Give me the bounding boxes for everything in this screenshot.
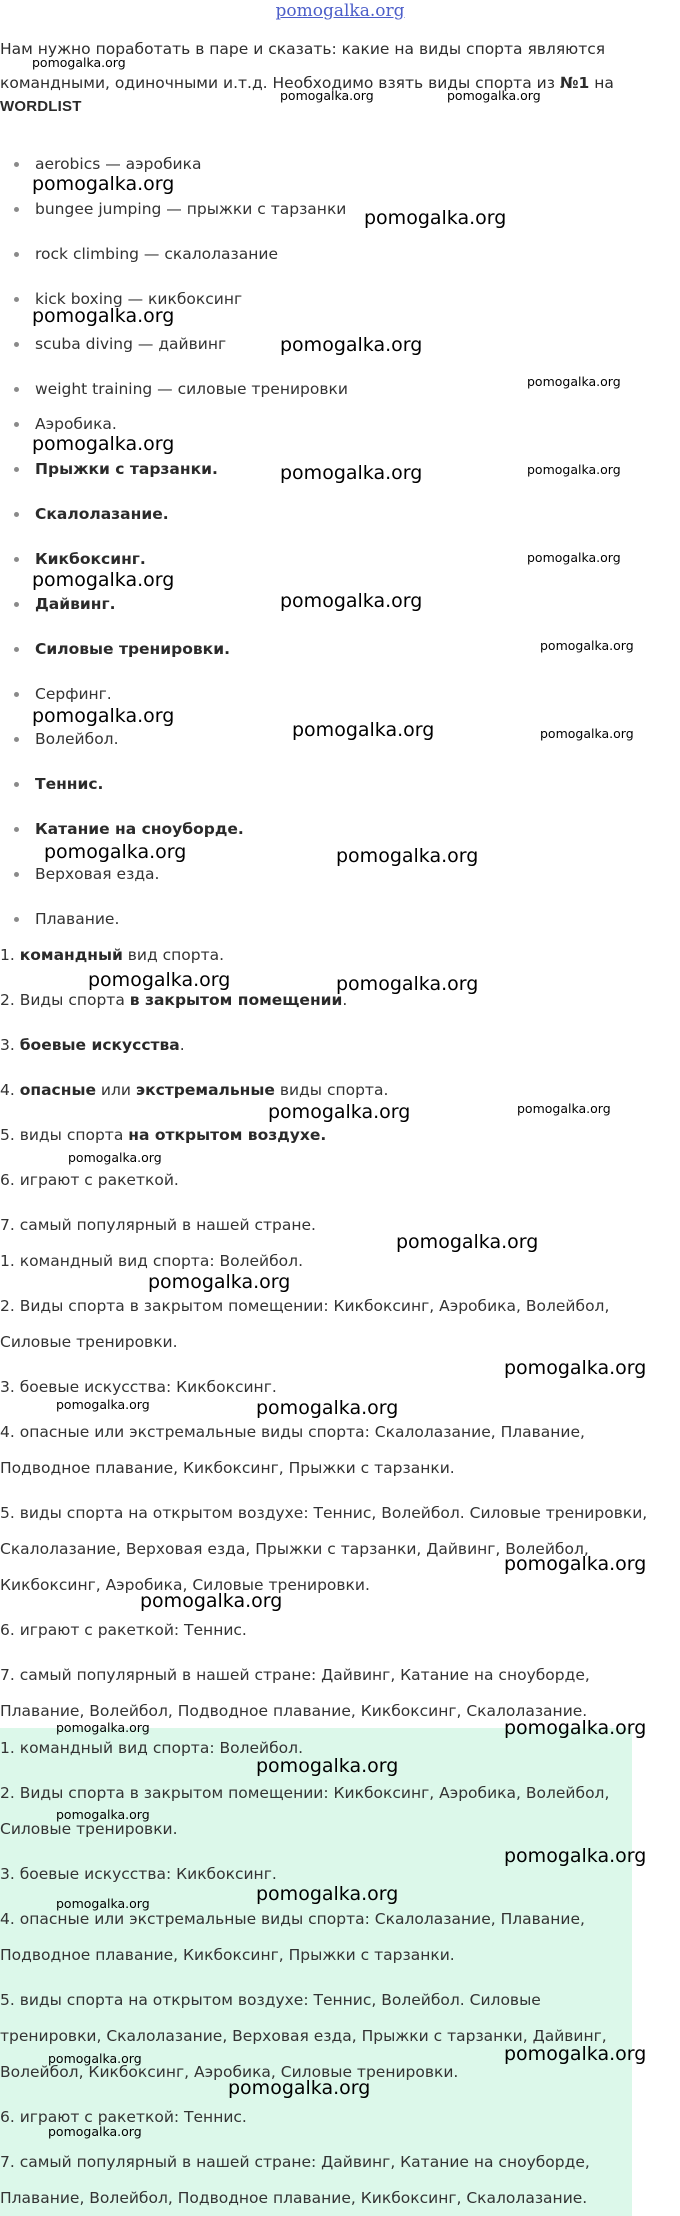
wordlist-item: scuba diving — дайвинг — [14, 333, 226, 355]
sport-item: Кикбоксинг. — [14, 548, 146, 570]
watermark: pomogalka.org — [527, 462, 621, 477]
wordlist-item: kick boxing — кикбоксинг — [14, 288, 242, 310]
watermark: pomogalka.org — [504, 2043, 647, 2065]
intro-text-end: на — [589, 74, 614, 92]
answer-line: 1. командный вид спорта: Волейбол. — [0, 1252, 303, 1270]
bullet-dot-icon — [14, 692, 19, 697]
watermark: pomogalka.org — [32, 55, 126, 70]
category-item: 1. командный вид спорта. — [0, 946, 225, 964]
sport-item: Аэробика. — [14, 413, 117, 435]
answer-line: 7. самый популярный в нашей стране: Дайвинг, Катание на сноуборде, — [0, 1666, 590, 1684]
answer-line: Кикбоксинг, Аэробика, Силовые тренировки. — [0, 1576, 370, 1594]
watermark: pomogalka.org — [256, 1755, 399, 1777]
watermark: pomogalka.org — [396, 1231, 539, 1253]
watermark: pomogalka.org — [268, 1101, 411, 1123]
answer-line: 2. Виды спорта в закрытом помещении: Кикбоксинг, Аэробика, Волейбол, — [0, 1297, 610, 1315]
site-title-link[interactable]: pomogalka.org — [275, 1, 405, 21]
watermark: pomogalka.org — [32, 705, 175, 727]
watermark: pomogalka.org — [280, 334, 423, 356]
sport-item: Теннис. — [14, 773, 103, 795]
bullet-dot-icon — [14, 827, 19, 832]
watermark: pomogalka.org — [504, 1357, 647, 1379]
bullet-dot-icon — [14, 422, 19, 427]
watermark: pomogalka.org — [336, 973, 479, 995]
category-item: 3. боевые искусства. — [0, 1036, 185, 1054]
answer-line: 3. боевые искусства: Кикбоксинг. — [0, 1378, 277, 1396]
bullet-dot-icon — [14, 162, 19, 167]
watermark: pomogalka.org — [228, 2077, 371, 2099]
bullet-dot-icon — [14, 252, 19, 257]
watermark: pomogalka.org — [527, 374, 621, 389]
watermark: pomogalka.org — [32, 305, 175, 327]
watermark: pomogalka.org — [504, 1845, 647, 1867]
watermark: pomogalka.org — [48, 2124, 142, 2139]
answer-box-line: 1. командный вид спорта: Волейбол. — [0, 1739, 303, 1757]
category-item: 7. самый популярный в нашей стране. — [0, 1216, 316, 1234]
answer-box-line: Волейбол, Кикбоксинг, Аэробика, Силовые тренировки. — [0, 2063, 459, 2081]
bullet-dot-icon — [14, 512, 19, 517]
bullet-dot-icon — [14, 602, 19, 607]
category-item: 5. виды спорта на открытом воздухе. — [0, 1126, 327, 1144]
watermark: pomogalka.org — [527, 550, 621, 565]
bullet-dot-icon — [14, 207, 19, 212]
answer-line: Скалолазание, Верховая езда, Прыжки с тарзанки, Дайвинг, Волейбол, — [0, 1540, 589, 1558]
answer-box-line: 3. боевые искусства: Кикбоксинг. — [0, 1865, 277, 1883]
bullet-dot-icon — [14, 917, 19, 922]
answer-box-line: 6. играют с ракеткой: Теннис. — [0, 2108, 247, 2126]
watermark: pomogalka.org — [56, 1896, 150, 1911]
watermark: pomogalka.org — [56, 1720, 150, 1735]
answer-line: 4. опасные или экстремальные виды спорта: Скалолазание, Плавание, — [0, 1423, 585, 1441]
sport-item: Силовые тренировки. — [14, 638, 230, 660]
watermark: pomogalka.org — [517, 1101, 611, 1116]
watermark: pomogalka.org — [48, 2051, 142, 2066]
answer-line: Плавание, Волейбол, Подводное плавание, Кикбоксинг, Скалолазание. — [0, 1702, 588, 1720]
answer-box-line: 2. Виды спорта в закрытом помещении: Кикбоксинг, Аэробика, Волейбол, — [0, 1784, 610, 1802]
sport-item: Прыжки с тарзанки. — [14, 458, 218, 480]
watermark: pomogalka.org — [504, 1717, 647, 1739]
answer-box-line: тренировки, Скалолазание, Верховая езда, Прыжки с тарзанки, Дайвинг, — [0, 2027, 607, 2045]
sport-item: Волейбол. — [14, 728, 119, 750]
watermark: pomogalka.org — [280, 88, 374, 103]
watermark: pomogalka.org — [256, 1883, 399, 1905]
answer-line: 6. играют с ракеткой: Теннис. — [0, 1621, 247, 1639]
sport-item: Дайвинг. — [14, 593, 116, 615]
watermark: pomogalka.org — [32, 433, 175, 455]
answer-box-line: 5. виды спорта на открытом воздухе: Теннис, Волейбол. Силовые — [0, 1991, 541, 2009]
watermark: pomogalka.org — [504, 1553, 647, 1575]
bullet-dot-icon — [14, 737, 19, 742]
category-item: 4. опасные или экстремальные виды спорта. — [0, 1081, 389, 1099]
sport-item: Плавание. — [14, 908, 119, 930]
bullet-dot-icon — [14, 782, 19, 787]
watermark: pomogalka.org — [44, 841, 187, 863]
wordlist-item: bungee jumping — прыжки с тарзанки — [14, 198, 346, 220]
watermark: pomogalka.org — [336, 845, 479, 867]
answer-box-line: Силовые тренировки. — [0, 1820, 178, 1838]
sport-item: Скалолазание. — [14, 503, 169, 525]
answer-line: Силовые тренировки. — [0, 1333, 178, 1351]
watermark: pomogalka.org — [292, 719, 435, 741]
answer-line: Подводное плавание, Кикбоксинг, Прыжки с тарзанки. — [0, 1459, 455, 1477]
watermark: pomogalka.org — [32, 173, 175, 195]
bullet-dot-icon — [14, 647, 19, 652]
wordlist-item: weight training — силовые тренировки — [14, 378, 348, 400]
watermark: pomogalka.org — [56, 1397, 150, 1412]
bullet-dot-icon — [14, 557, 19, 562]
watermark: pomogalka.org — [280, 590, 423, 612]
watermark: pomogalka.org — [32, 569, 175, 591]
bullet-dot-icon — [14, 387, 19, 392]
wordlist-item: aerobics — аэробика — [14, 153, 201, 175]
category-item: 2. Виды спорта в закрытом помещении. — [0, 991, 348, 1009]
watermark: pomogalka.org — [447, 88, 541, 103]
answer-box-line: Плавание, Волейбол, Подводное плавание, Кикбоксинг, Скалолазание. — [0, 2189, 588, 2207]
watermark: pomogalka.org — [88, 969, 231, 991]
bullet-dot-icon — [14, 467, 19, 472]
intro-text: Нам нужно поработать в паре и сказать: какие на виды спорта являются командными, одиночными и.т.д. Необходимо взять виды спорта из — [0, 40, 606, 92]
watermark: pomogalka.org — [256, 1397, 399, 1419]
bullet-dot-icon — [14, 342, 19, 347]
watermark: pomogalka.org — [140, 1590, 283, 1612]
watermark: pomogalka.org — [540, 726, 634, 741]
category-item: 6. играют с ракеткой. — [0, 1171, 179, 1189]
watermark: pomogalka.org — [56, 1807, 150, 1822]
answer-box-line: Подводное плавание, Кикбоксинг, Прыжки с тарзанки. — [0, 1946, 455, 1964]
wordlist-item: rock climbing — скалолазание — [14, 243, 278, 265]
answer-line: 5. виды спорта на открытом воздухе: Теннис, Волейбол. Силовые тренировки, — [0, 1504, 648, 1522]
watermark: pomogalka.org — [364, 207, 507, 229]
watermark: pomogalka.org — [148, 1271, 291, 1293]
watermark: pomogalka.org — [280, 462, 423, 484]
sport-item: Серфинг. — [14, 683, 112, 705]
sport-item: Катание на сноуборде. — [14, 818, 244, 840]
sport-item: Верховая езда. — [14, 863, 159, 885]
watermark: pomogalka.org — [68, 1150, 162, 1165]
bullet-dot-icon — [14, 297, 19, 302]
answer-box-line: 4. опасные или экстремальные виды спорта: Скалолазание, Плавание, — [0, 1910, 585, 1928]
watermark: pomogalka.org — [540, 638, 634, 653]
bullet-dot-icon — [14, 872, 19, 877]
intro-bold-number: №1 — [559, 74, 590, 92]
answer-box-line: 7. самый популярный в нашей стране: Дайвинг, Катание на сноуборде, — [0, 2153, 590, 2171]
wordlist-heading: WORDLIST — [0, 98, 82, 115]
